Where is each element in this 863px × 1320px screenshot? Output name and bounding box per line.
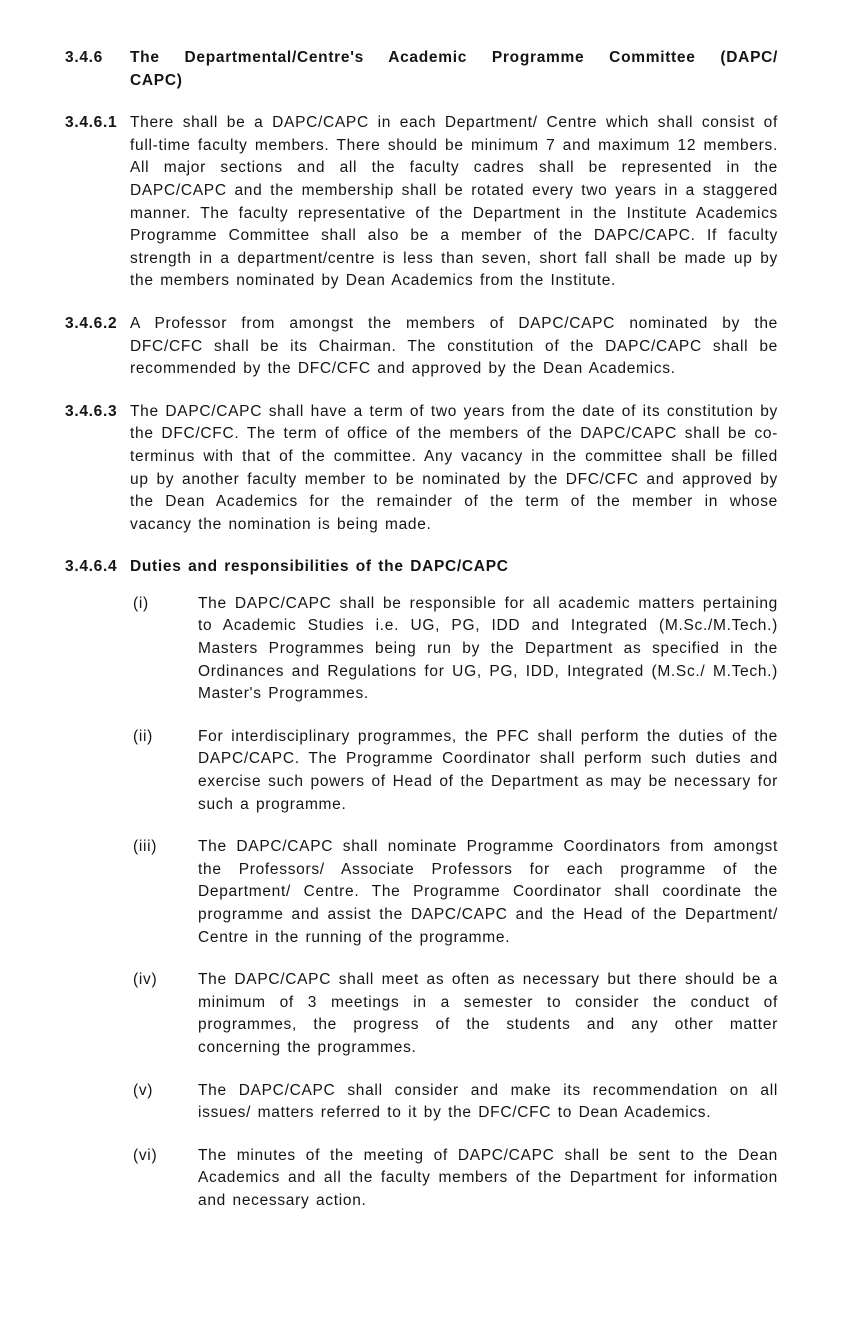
list-item-text: For interdisciplinary programmes, the PFC shall perform the duties of the DAPC/CAPC. The Programme Coordinator shall perform such duties and exercise such powers of Head of the Department as may be necessary for such a programme. [198, 727, 778, 813]
list-item-label: (v) [133, 1081, 154, 1099]
paragraph-number: 3.4.6.1 [65, 114, 118, 132]
list-item-v [133, 1080, 778, 1125]
paragraph-text: There shall be a DAPC/CAPC in each Department/ Centre which shall consist of full-time faculty members. There should be minimum 7 and maximum 12 members. All major sections and all the faculty cadres shall be represented in the DAPC/CAPC and the membership shall be rotated every two years in a staggered manner. The faculty representative of the Department in the Institute Academics Programme Committee shall also be a member of the DAPC/CAPC. If faculty strength in a department/centre is less than seven, short fall shall be made up by the members nominated by Dean Academics from the Institute. [130, 114, 778, 290]
subheading-3-4-6-4 [65, 556, 778, 579]
list-item-label: (ii) [133, 727, 154, 745]
section-heading-title-line2: CAPC) [130, 71, 183, 89]
paragraph-text: The DAPC/CAPC shall have a term of two years from the date of its constitution by the DFC/CFC. The term of office of the members of the DAPC/CAPC shall be co-terminus with that of the committee. Any vacancy in the committee shall be filled up by another faculty member to be nominated by the DFC/CFC and approved by the Dean Academics for the remainder of the term of the member in whose vacancy the nomination is being made. [130, 402, 778, 533]
section-heading-number: 3.4.6 [65, 49, 103, 66]
list-item-text: The minutes of the meeting of DAPC/CAPC shall be sent to the Dean Academics and all the faculty members of the Department for information and necessary action. [198, 1146, 778, 1209]
section-heading-3-4-6 [65, 47, 778, 92]
paragraph-3-4-6-1 [65, 112, 778, 293]
list-item-i [133, 593, 778, 706]
duties-list [65, 593, 778, 1213]
section-heading-title [130, 47, 778, 92]
list-item-text: The DAPC/CAPC shall be responsible for all academic matters pertaining to Academic Studies i.e. UG, PG, IDD and Integrated (M.Sc./M.Tech.) Masters Programmes being run by the Department as specified in the Ordinances and Regulations for UG, PG, IDD, Integrated (M.Sc./ M.Tech.) Master's Programmes. [198, 594, 778, 703]
list-item-iii [133, 836, 778, 949]
subheading-number: 3.4.6.4 [65, 558, 118, 576]
paragraph-3-4-6-2 [65, 313, 778, 381]
paragraph-3-4-6-3 [65, 401, 778, 537]
paragraph-number: 3.4.6.3 [65, 402, 118, 420]
list-item-label: (vi) [133, 1146, 158, 1164]
subheading-title: Duties and responsibilities of the DAPC/CAPC [130, 558, 509, 576]
list-item-text: The DAPC/CAPC shall meet as often as necessary but there should be a minimum of 3 meetings in a semester to consider the conduct of programmes, the progress of the students and any other matter concerning the programmes. [198, 971, 778, 1056]
list-item-iv [133, 969, 778, 1059]
list-item-label: (i) [133, 594, 149, 612]
list-item-ii [133, 726, 778, 816]
list-item-label: (iv) [133, 971, 158, 989]
list-item-vi [133, 1145, 778, 1213]
paragraph-text: A Professor from amongst the members of DAPC/CAPC nominated by the DFC/CFC shall be its Chairman. The constitution of the DAPC/CAPC shall be recommended by the DFC/CFC and approved by the Dean Academics. [130, 314, 778, 378]
section-heading-title-line1: The Departmental/Centre's Academic Programme Committee (DAPC/ [130, 49, 778, 66]
list-item-label: (iii) [133, 838, 158, 856]
list-item-text: The DAPC/CAPC shall nominate Programme Coordinators from amongst the Professors/ Associate Professors for each programme of the Department/ Centre. The Programme Coordinator shall coordinate the programme and assist the DAPC/CAPC and the Head of the Department/ Centre in the running of the programme. [198, 838, 778, 946]
list-item-text: The DAPC/CAPC shall consider and make its recommendation on all issues/ matters referred to it by the DFC/CFC to Dean Academics. [198, 1081, 778, 1122]
paragraph-number: 3.4.6.2 [65, 314, 118, 332]
